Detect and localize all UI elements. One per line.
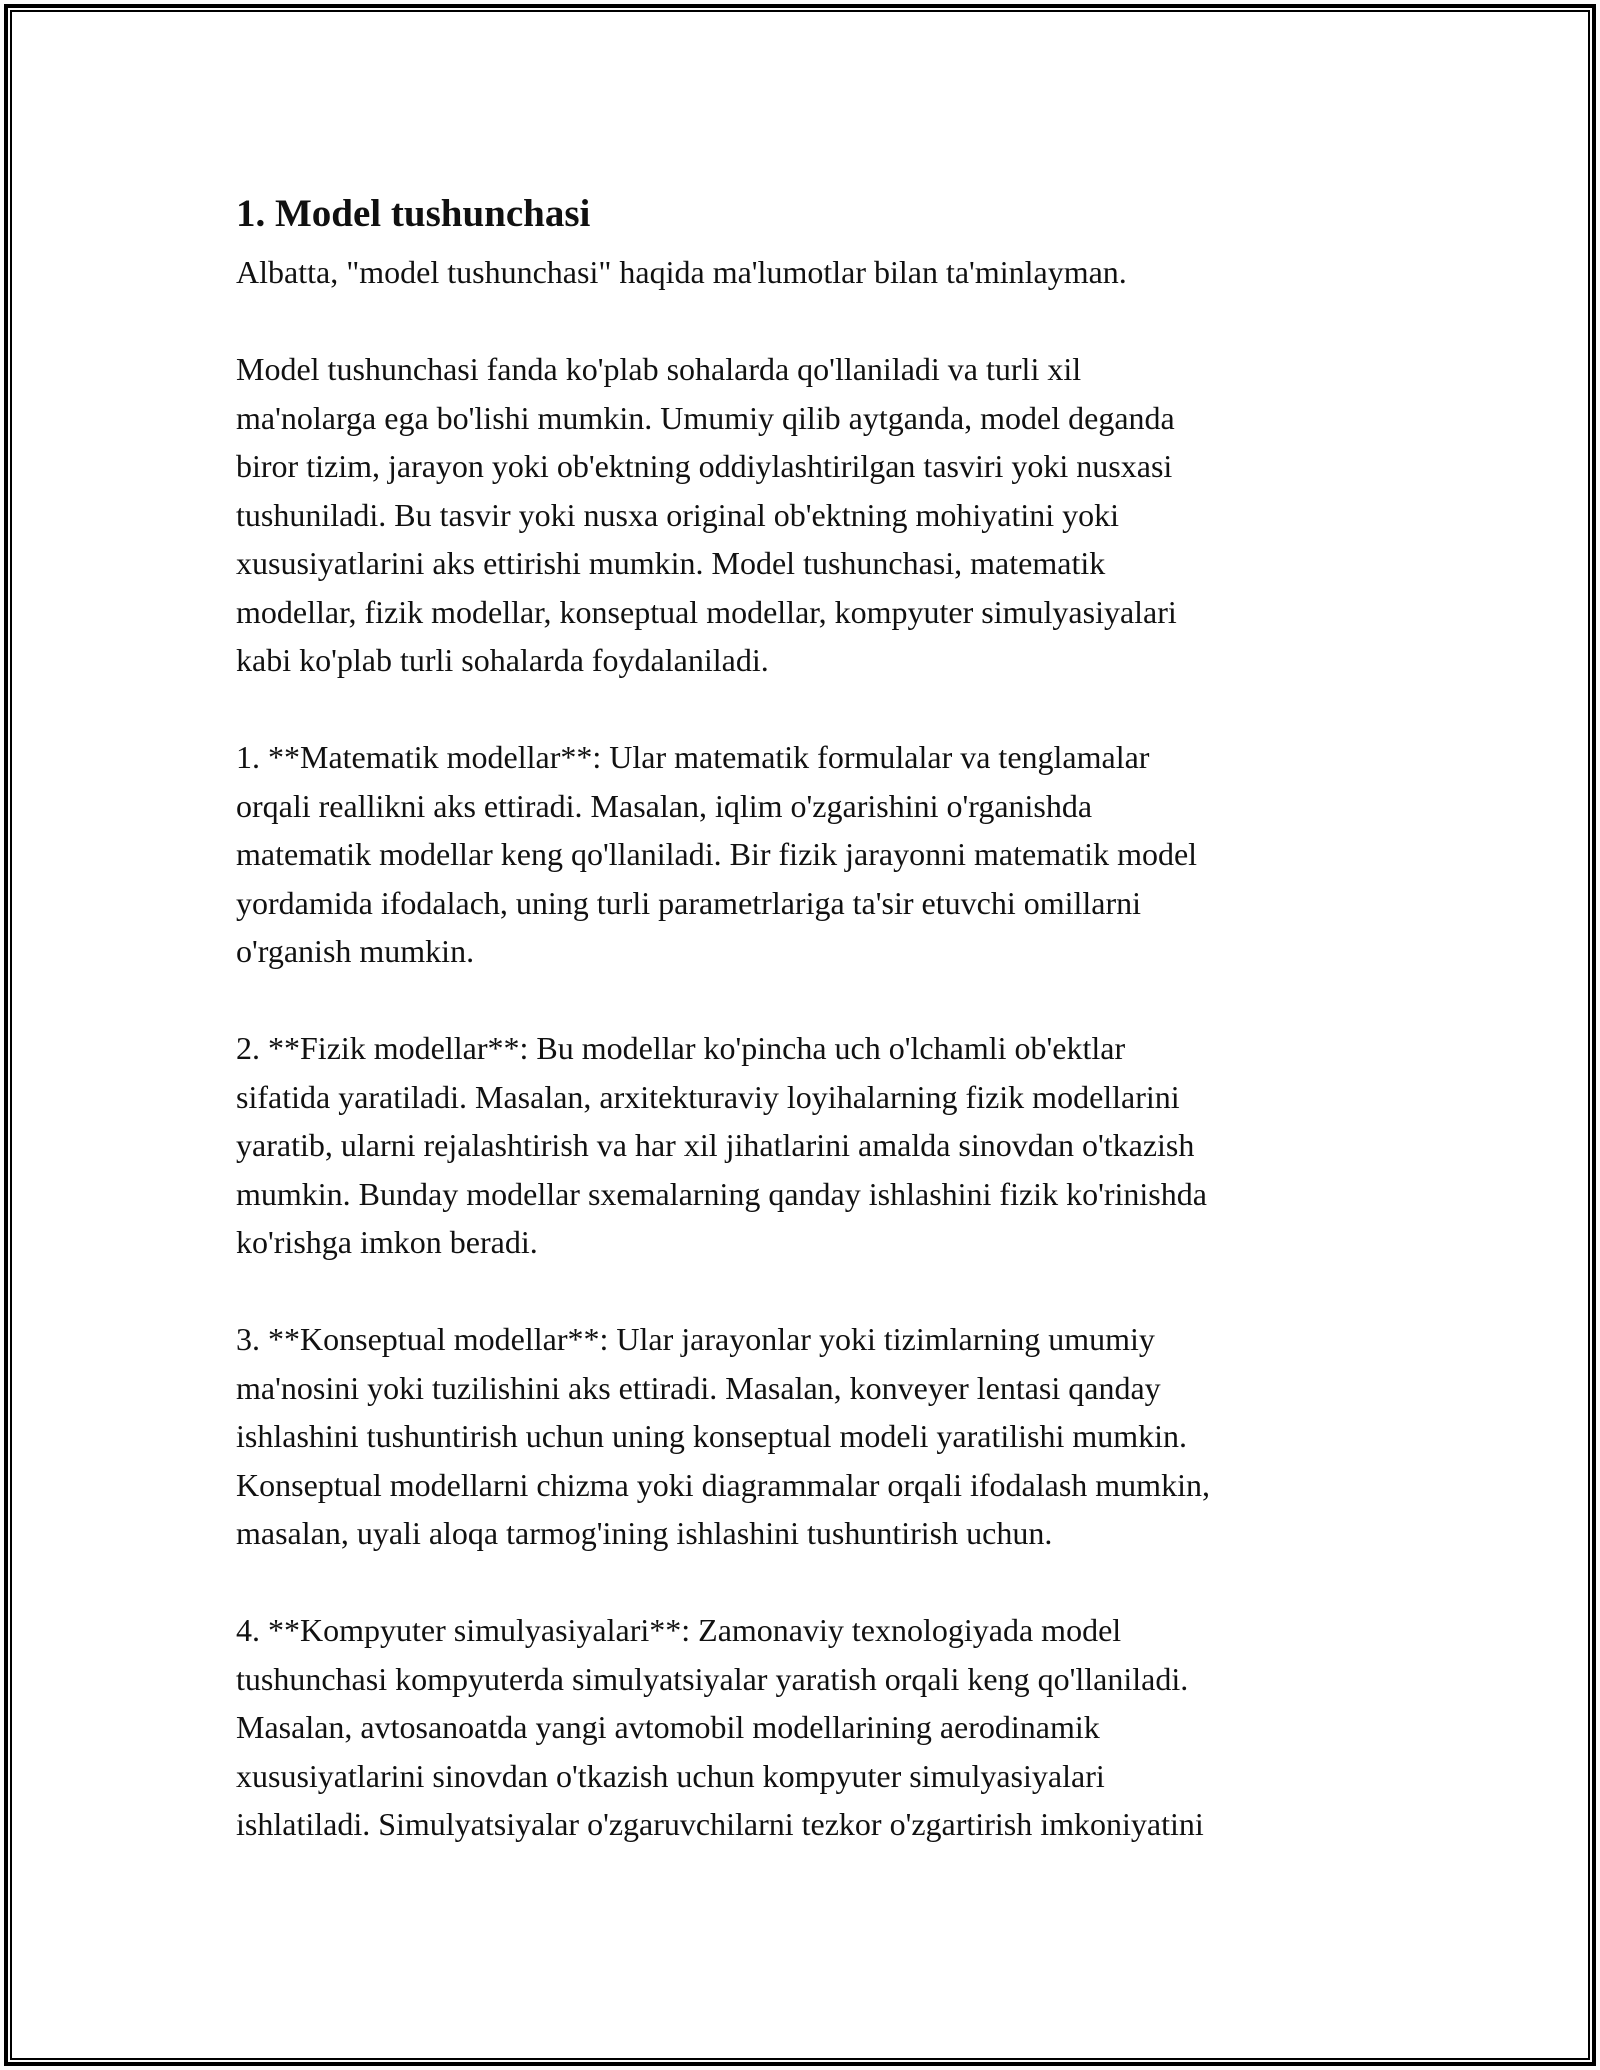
intro-paragraph: Albatta, "model tushunchasi" haqida ma'lumotlar bilan ta'minlayman. [236,254,1127,290]
list-item-mathematical-models: 1. **Matematik modellar**: Ular matematik formulalar va tenglamalar orqali reallikni aks ettiradi. Masalan, iqlim o'zgarishini o'rganishda matematik modellar keng qo'llaniladi. Bir fizik jarayonni matematik model yordamida ifodalach, uning turli parametrlariga ta'sir etuvchi omillarni o'rganish mumkin. [236,739,1198,969]
definition-paragraph: Model tushunchasi fanda ko'plab sohalarda qo'llaniladi va turli xil ma'nolarga ega bo'lishi mumkin. Umumiy qilib aytganda, model deganda biror tizim, jarayon yoki ob'ektning oddiylashtirilgan tasviri yoki nusxasi tushuniladi. Bu tasvir yoki nusxa original ob'ektning mohiyatini yoki xususiyatlarini aks ettirishi mumkin. Model tushunchasi, matematik modellar, fizik modellar, konseptual modellar, kompyuter simulyasiyalari kabi ko'plab turli sohalarda foydalaniladi. [236,351,1177,678]
list-item-physical-models: 2. **Fizik modellar**: Bu modellar ko'pincha uch o'lchamli ob'ektlar sifatida yaratiladi. Masalan, arxitekturaviy loyihalarning fizik modellarini yaratib, ularni rejalashtirish va har xil jihatlarini amalda sinovdan o'tkazish mumkin. Bunday modellar sxemalarning qanday ishlashini fizik ko'rinishda ko'rishga imkon beradi. [236,1030,1207,1260]
document-body [236,184,1366,1849]
list-item-computer-simulations: 4. **Kompyuter simulyasiyalari**: Zamonaviy texnologiyada model tushunchasi kompyuterda simulyatsiyalar yaratish orqali keng qo'llaniladi. Masalan, avtosanoatda yangi avtomobil modellarining aerodinamik xususiyatlarini sinovdan o'tkazish uchun kompyuter simulyasiyalari ishlatiladi. Simulyatsiyalar o'zgaruvchilarni tezkor o'zgartirish imkoniyatini [236,1612,1204,1842]
list-item-conceptual-models: 3. **Konseptual modellar**: Ular jarayonlar yoki tizimlarning umumiy ma'nosini yoki tuzilishini aks ettiradi. Masalan, konveyer lentasi qanday ishlashini tushuntirish uchun uning konseptual modeli yaratilishi mumkin. Konseptual modellarni chizma yoki diagrammalar orqali ifodalash mumkin, masalan, uyali aloqa tarmog'ining ishlashini tushuntirish uchun. [236,1321,1210,1551]
document-title: 1. Model tushunchasi [236,192,591,235]
